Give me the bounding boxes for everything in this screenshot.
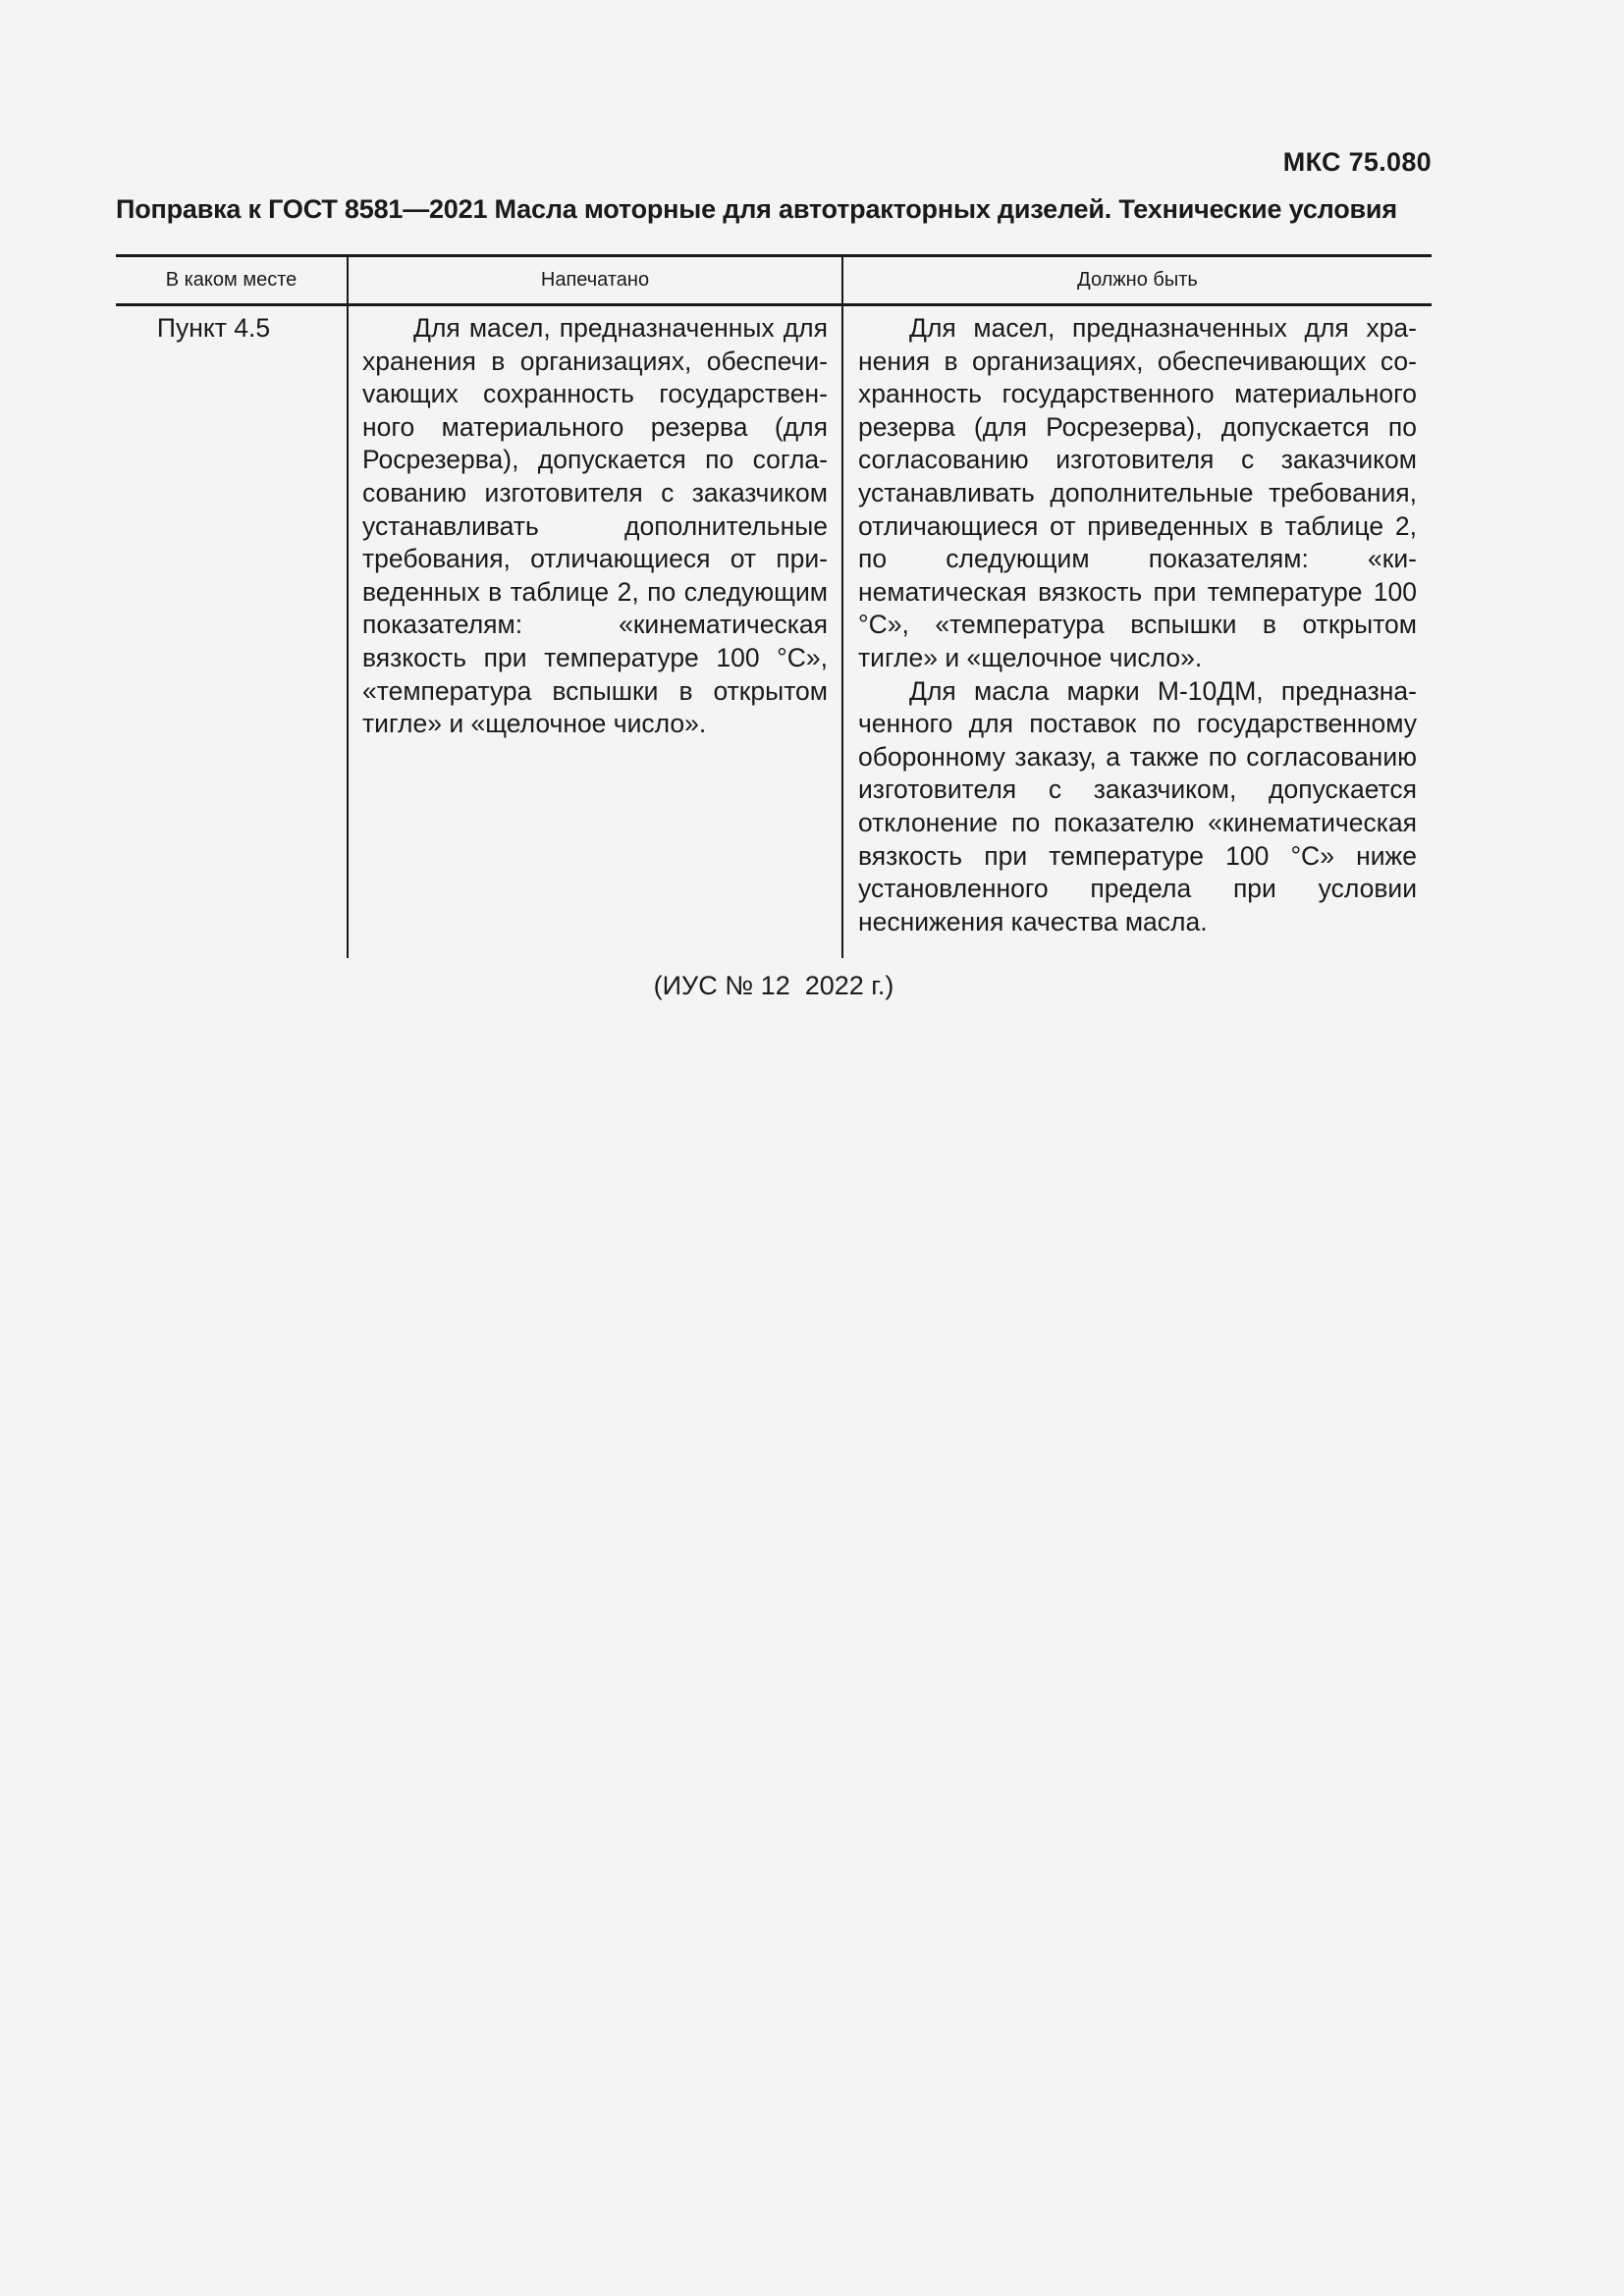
cell-printed	[348, 305, 842, 959]
ius-reference: (ИУС № 12 2022 г.)	[653, 971, 894, 1000]
cell-place: Пункт 4.5	[156, 313, 271, 343]
amendment-title: Поправка к ГОСТ 8581—2021 Масла моторные для автотракторных дизелей. Технические условия	[116, 194, 1397, 224]
should-be-paragraph-1: Для масел, предназначенных для хранения в организациях, обеспечивающих сохранность государственного материального резерва (для Росрезерва), допускается по согласованию изготовителя с заказчиком устанавливать дополнительные требования, отличающиеся от приведенных в таблице 2, по следующим показателям: «кинематическая вязкость при температуре 100 °С», «температура вспышки в открытом тигле» и «щелочное число».	[858, 313, 1417, 672]
amendment-table	[116, 254, 1432, 958]
printed-paragraph: Для масел, предназначенных для хранения в организациях, обеспечиvающих сохранность государственного материального резерва (для Росрезерва), допускается по согласованию изготовителя с заказчиком устанавливать дополнительные требования, отличающиеся от приведенных в таблице 2, по следующим показателям: «кинематическая вязкость при температуре 100 °С», «температура вспышки в открытом тигле» и «щелочное число».	[362, 313, 828, 739]
column-header-place: В каком месте	[116, 256, 348, 305]
cell-should-be	[842, 305, 1432, 959]
table-header-row	[116, 256, 1432, 305]
should-be-paragraph-2: Для масла марки М-10ДМ, предназначенного для поставок по государственному оборонному заказу, а также по согласованию изготовителя с заказчиком, допускается отклонение по показателю «кинематическая вязкость при температуре 100 °С» ниже установленного предела при условии неснижения качества масла.	[858, 675, 1417, 936]
column-header-printed: Напечатано	[348, 256, 842, 305]
document-page	[116, 0, 1432, 2296]
mks-code: МКС 75.080	[1282, 147, 1432, 177]
column-header-should-be: Должно быть	[842, 256, 1432, 305]
table-row	[116, 305, 1432, 959]
